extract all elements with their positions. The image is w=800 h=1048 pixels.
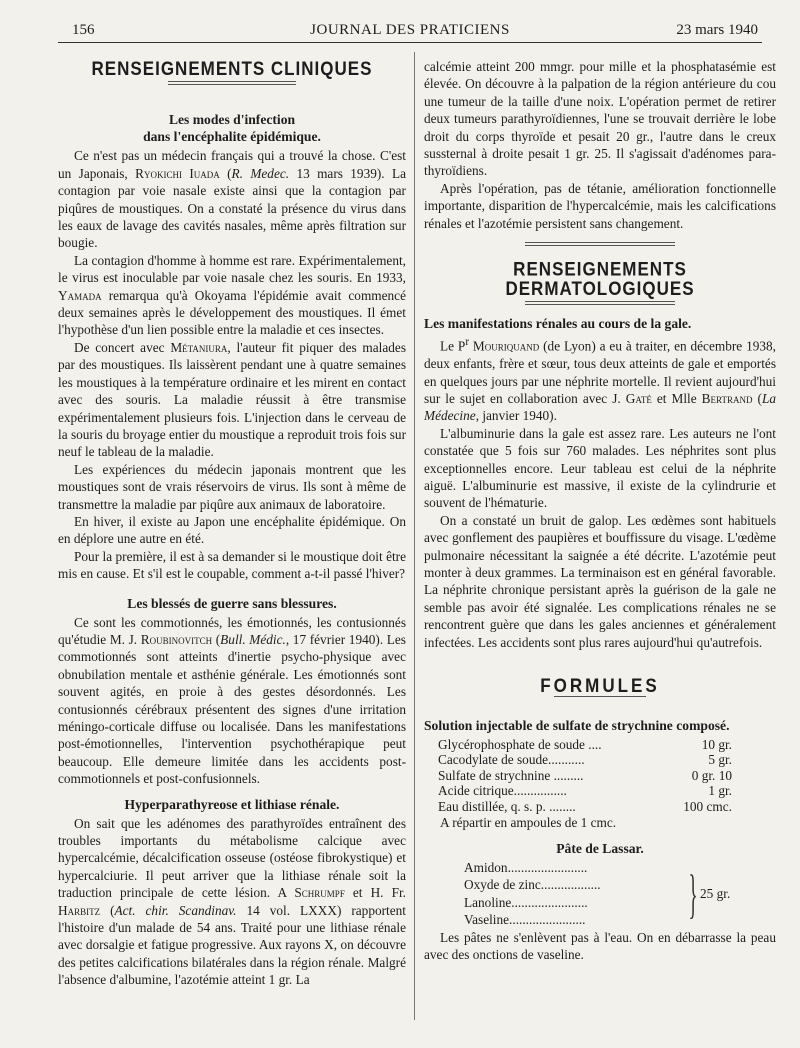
brace: } — [688, 863, 698, 924]
section-separator — [525, 242, 675, 246]
paragraph: On a constaté un bruit de galop. Les œdèmes sont habituels avec gonflement des paupières et bouffissure du visage. L'œdème pulmonaire nécessitant la saignée a été décrite. L'azotémie peut monter à deux grammes. La terminaison est en général favorable. La néphrite chronique persistant après la guérison de la gale ne semble pas avoir été signalée. Les complications rénales ne se rencontrent guère que dans les gales anciennes et généralement infectées. Les accidents sont plus rares aujourd'hui qu'autrefois. — [424, 512, 776, 650]
section-title-formulas: FORMULES — [540, 674, 660, 697]
paragraph: On sait que les adénomes des parathyroïdes entraînent des troubles importants du métabolisme calcique avec hypercalcémie, décalcification osseuse (ostéose fibrokystique) et hypercalciurie. Il peut arriver que la lithiase rénale soit la traduction principale de cette lésion. A Schrumpf et H. Fr. Harbitz (Act. chir. Scandinav. 14 vol. LXXX) rapportent l'histoire d'un malade de 54 ans. Traité pour une lithiase rénale avec dorsalgie et fatigue progressive. Aux rayons X, on découvre des petites calcifications bilatérales dans la région rénale. Malgré l'absence d'albumine, l'azotémie atteint 1 gr. La — [58, 815, 406, 988]
formula-ingredients — [438, 737, 776, 815]
paragraph: Ce n'est pas un médecin français qui a trouvé la chose. C'est un Japonais, Ryokichi Iuada (R. Medec. 13 mars 1939). La contagion par voie nasale existe ainsi que la contagion par piqûres de moustiques. On a constaté la présence du virus dans les eaux de lavage des cavités nasales, même après filtration sur bougie. — [58, 148, 406, 251]
section-title-dermatology: RENSEIGNEMENTS DERMATOLOGIQUES — [505, 258, 695, 301]
section-title-clinical: RENSEIGNEMENTS CLINIQUES — [91, 57, 373, 80]
paragraph: La contagion d'homme à homme est rare. Expérimentalement, le virus est inoculable par voie nasale chez les souris. En 1933, Yamada remarqua qu'à Okoyama l'épidémie avait commencé deux semaines après le développement des moustiques. Il émet l'hypothèse d'un lien possible entre la maladie et ces insectes. — [58, 252, 406, 338]
page-number: 156 — [72, 22, 95, 38]
issue-date: 23 mars 1940 — [676, 22, 758, 38]
paragraph: Ce sont les commotionnés, les émotionnés, les contusionnés qu'étudie M. J. Roubinovitch (Bull. Médic., 17 février 1940). Les commotionnés sont atteints d'inertie psycho-physique avec obnubilation mentale et asthénie générale. Les émotionnés sont souvent agités, en proie à des gestes désordonnés. Les contusionnés cérébraux présentent des signes d'une irritation méningo-corticale diffuse ou localisée. Dans les manifestations post-émotionnelles, l'intervention psychothérapique peut beaucoup. Elle demeure limitée dans les accidents post-commotionnels et post-confusionnels. — [58, 614, 406, 787]
paragraph: Pour la première, il est à sa demander si le moustique doit être mis en cause. Et s'il est le coupable, comment a-t-il passé l'hiver? — [58, 548, 406, 582]
article-title-scabies: Les manifestations rénales au cours de la gale. — [424, 315, 692, 331]
journal-title: JOURNAL DES PRATICIENS — [310, 22, 510, 38]
right-column — [424, 58, 776, 964]
paragraph: L'albuminurie dans la gale est assez rare. Les auteurs ne l'ont constatée que 5 fois sur 760 malades. Les néphrites sont plus exceptionnelles encore. Leur tableau est celui de la néphrite aiguë. L'albuminurie est massive, il existe de la cylindrurie et souvent de l'hématurie. — [424, 425, 776, 511]
lassar-quantity: 25 gr. — [700, 886, 731, 902]
paragraph: De concert avec Métaniura, l'auteur fit piquer des malades par des moustiques. Ils laissèrent pendant une à quatre semaines les moustiques à la température ordinaire et les mirent en contact avec des souris. La maladie réussit à être transmise expérimentalement plusieurs fois. L'injection dans le cerveau de la souris du broyage entier du moustique a reproduit trois fois sur neuf le tableau de la maladie. — [58, 339, 406, 460]
formula-title-strychnine: Solution injectable de sulfate de strychnine composé. — [424, 718, 730, 734]
paragraph: Le $P^r$ Mouriquand (de Lyon) a eu à traiter, en décembre 1938, deux enfants, frère et sœur, tous deux atteints de gale et emportés en quelques jours par une néphrite mortelle. Il revient aujourd'hui sur le sujet en collaboration avec J. Gaté et Mlle Bertrand (La Médecine, janvier 1940). — [424, 336, 776, 424]
formula-note: Les pâtes ne s'enlèvent pas à l'eau. On en débarrasse la peau avec des onctions de vaseline. — [424, 929, 776, 963]
title-line: Les modes d'infection — [168, 112, 296, 128]
paragraph: Les expériences du médecin japonais montrent que les moustiques sont de vrais réservoirs de virus. Ils sont à même de transmettre la maladie par piqûre aux animaux de laboratoire. — [58, 461, 406, 512]
ingredient-row: Vaseline....................... — [464, 912, 586, 928]
section-rule — [554, 696, 646, 697]
article-title-hyperparathyreose: Hyperparathyreose et lithiase rénale. — [124, 796, 340, 812]
ingredient-row: Sulfate de strychnine ......... 0 gr. 10 — [438, 767, 732, 783]
formula-title-lassar: Pâte de Lassar. — [556, 840, 644, 856]
title-line: dans l'encéphalite épidémique. — [143, 129, 321, 145]
ingredient-row: Acide citrique................ 1 gr. — [438, 783, 732, 799]
paragraph: En hiver, il existe au Japon une encéphalite épidémique. On en déplore une autre en été. — [58, 513, 406, 547]
article-title-encephalitis — [58, 111, 406, 145]
paragraph: calcémie atteint 200 mmgr. pour mille et la phosphatasémie est élevée. On découvre à la palpation de la région antérieure du cou une tumeur de la taille d'une noix. L'opération permet de retirer deux tumeurs parathyroïdiennes, l'une se trouvait derrière le lobe droit du corps thyroïde et pesait 20 gr., l'autre dans le creux sussternal à droite pesait 1 gr. 25. Il s'agissait d'adénomes para-thyroïdiens. — [424, 59, 776, 179]
page-header — [58, 20, 762, 43]
ingredient-row: Glycérophosphate de soude .... 10 gr. — [438, 736, 732, 752]
section-rule — [525, 301, 675, 305]
column-divider — [414, 52, 415, 1020]
ingredient-row: Amidon........................ — [464, 859, 588, 875]
ingredient-row: Eau distillée, q. s. p. ........ 100 cmc. — [438, 798, 732, 814]
lassar-ingredients — [464, 859, 776, 929]
ingredient-row: Oxyde de zinc.................. — [464, 877, 601, 893]
formula-note: A répartir en ampoules de 1 cmc. — [440, 815, 617, 831]
section-rule — [168, 81, 296, 85]
left-column — [58, 52, 406, 989]
ingredient-row: Lanoline....................... — [464, 894, 588, 910]
article-title-war-wounded: Les blessés de guerre sans blessures. — [127, 595, 337, 611]
paragraph: Après l'opération, pas de tétanie, amélioration fonctionnelle importante, disparition de l'hypercalcémie, mais les calcifications rénales et l'azotémie persistent sans changement. — [424, 180, 776, 231]
ingredient-row: Cacodylate de soude........... 5 gr. — [438, 752, 732, 768]
